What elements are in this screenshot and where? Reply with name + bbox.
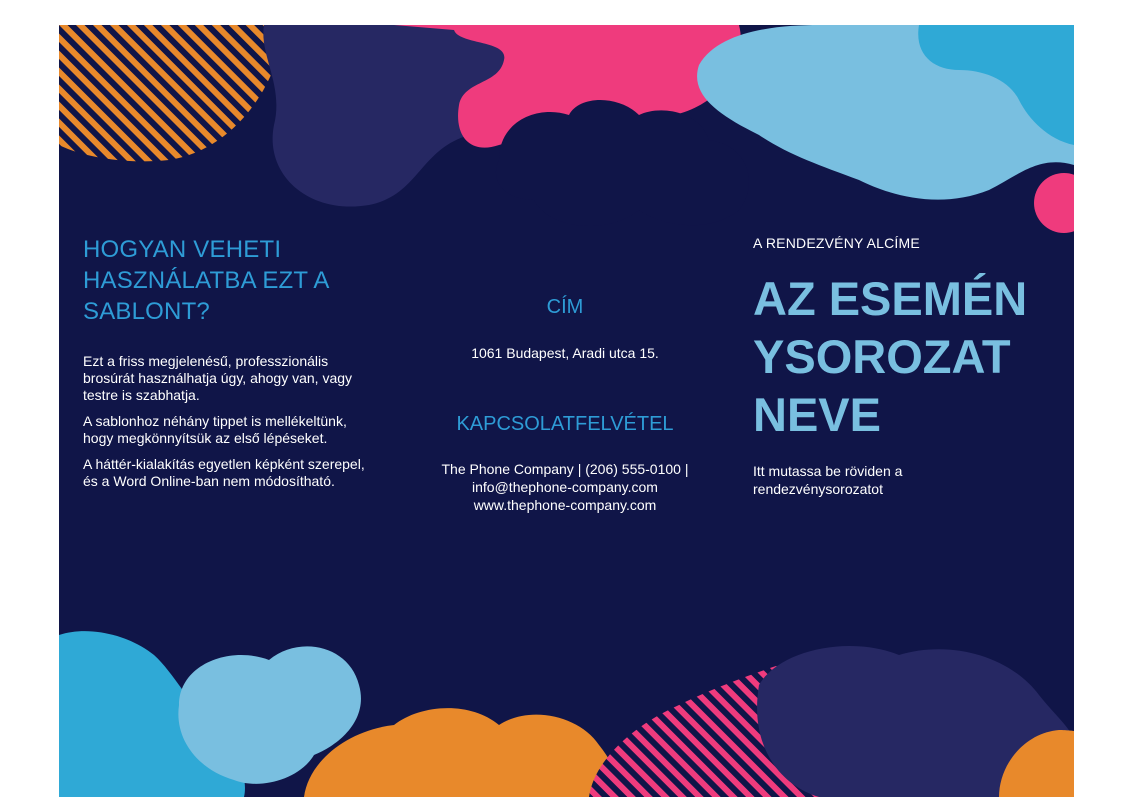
contact-line-website: www.thephone-company.com: [473, 497, 657, 513]
event-series-title: AZ ESEMÉNYSOROZAT NEVE: [753, 272, 1028, 441]
dark-cloud-top: [496, 100, 749, 226]
instructions-paragraph-3: A háttér-kialakítás egyetlen képként szerepel, és a Word Online-ban nem módosítható.: [83, 456, 365, 489]
instructions-heading: HOGYAN VEHETI HASZNÁLATBA EZT A SABLONT?: [83, 236, 329, 325]
contact-line-phone: The Phone Company | (206) 555-0100 |: [441, 461, 689, 477]
left-panel: [83, 234, 373, 499]
orange-striped-blob: [59, 25, 284, 161]
contact-heading: KAPCSOLATFELVÉTEL: [456, 413, 674, 435]
pink-circle-right: [1034, 173, 1074, 233]
address-text: 1061 Budapest, Aradi utca 15.: [471, 345, 659, 361]
event-description: Itt mutassa be röviden a rendezvénysorozatot: [753, 463, 903, 497]
instructions-paragraph-1: Ezt a friss megjelenésű, professzionális brosúrát használhatja úgy, ahogy van, vagy testre is szabhatja.: [83, 353, 353, 403]
instructions-paragraph-2: A sablonhoz néhány tippet is mellékeltünk, hogy megkönnyítsük az első lépéseket.: [83, 413, 347, 446]
address-heading: CÍM: [546, 296, 584, 318]
right-panel: [753, 234, 1053, 498]
event-subtitle: A RENDEZVÉNY ALCÍME: [753, 235, 920, 251]
middle-panel: [417, 295, 713, 514]
contact-line-email: info@thephone-company.com: [472, 479, 658, 495]
brochure-page: [59, 25, 1074, 797]
